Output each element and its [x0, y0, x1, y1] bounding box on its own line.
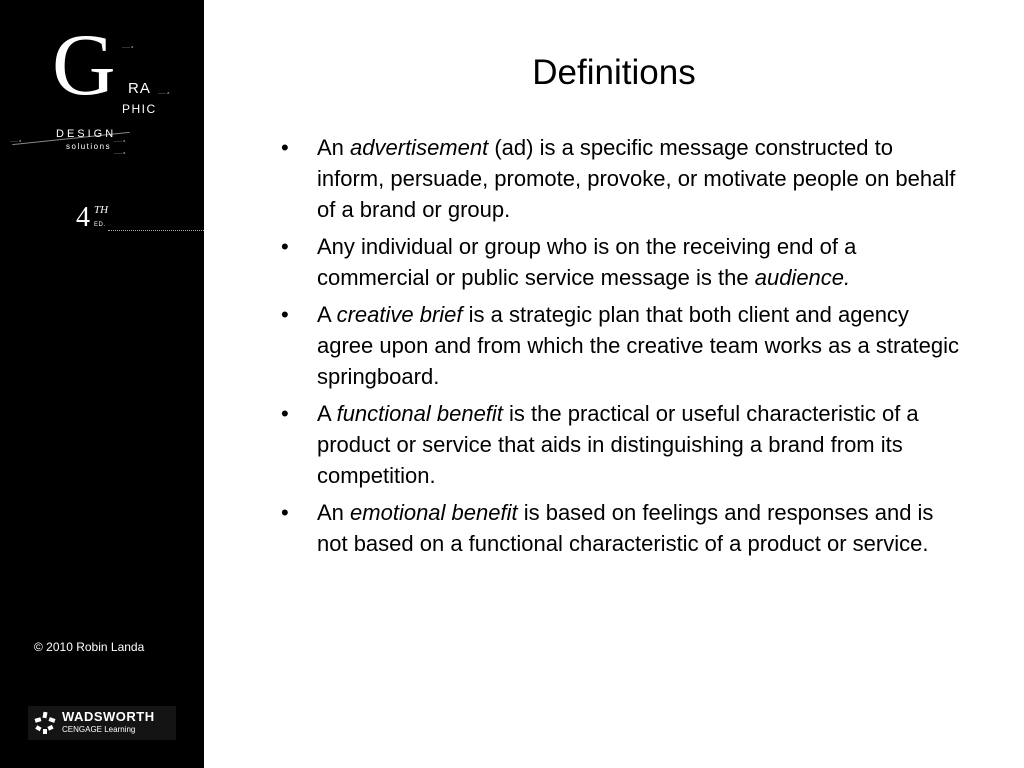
bullet-term: audience.	[754, 265, 851, 290]
bullet-item-audience	[276, 231, 966, 293]
logo-ra: RA	[128, 80, 151, 97]
logo-solutions: solutions	[66, 142, 112, 151]
bullet-text: An	[317, 500, 351, 525]
bullet-text: is based on feelings and responses and is not based on a functional characteristic of a product or service.	[317, 500, 934, 556]
bullet-marker: •	[281, 135, 289, 160]
bullet-text: A	[317, 302, 337, 327]
bullet-text: is a strategic plan that both client and agency agree upon and from which the creative team works as a strategic springboard.	[317, 302, 959, 389]
bullet-marker: •	[281, 234, 289, 259]
bullet-text: An	[317, 135, 351, 160]
logo-edition-ed: ED.	[94, 222, 106, 228]
logo-phic: PHIC	[122, 102, 157, 116]
bullet-list	[276, 132, 966, 565]
bullet-term: advertisement	[350, 135, 489, 160]
sidebar	[0, 0, 204, 768]
bullet-text: (ad) is a specific message constructed to inform, persuade, promote, provoke, or motivate people on behalf of a brand or group.	[317, 135, 956, 222]
bullet-term: functional benefit	[336, 401, 503, 426]
logo-dotted-rule	[108, 230, 204, 231]
bullet-term: emotional benefit	[350, 500, 518, 525]
bullet-text: A	[317, 401, 337, 426]
bullet-item-emotional-benefit	[276, 497, 966, 559]
publisher-subtitle: CENGAGE Learning	[62, 725, 136, 734]
bullet-marker: •	[281, 500, 289, 525]
bullet-text: is the practical or useful characteristic of a product or service that aids in distinguishing a brand from its competition.	[317, 401, 919, 488]
logo-design: DESIGN	[56, 128, 117, 140]
bullet-term: creative brief	[336, 302, 463, 327]
bullet-marker: •	[281, 302, 289, 327]
slide-title: Definitions	[532, 53, 696, 92]
copyright-text: © 2010 Robin Landa	[34, 640, 145, 654]
bullet-item-creative-brief	[276, 299, 966, 392]
publisher-logo	[28, 706, 176, 740]
bullet-item-advertisement	[276, 132, 966, 225]
logo-letter-g: G	[52, 17, 116, 114]
book-logo: G —— a RA —— a PHIC —— a DESIGN —— a solutions —— a 4 TH ED.	[10, 20, 200, 260]
logo-edition-number: 4	[76, 202, 90, 233]
publisher-name: WADSWORTH	[62, 709, 155, 724]
bullet-marker: •	[281, 401, 289, 426]
bullet-text: Any individual or group who is on the receiving end of a commercial or public service message is the	[317, 234, 857, 290]
wadsworth-star-icon	[32, 711, 58, 735]
logo-edition-suffix: TH	[94, 204, 109, 216]
bullet-item-functional-benefit	[276, 398, 966, 491]
